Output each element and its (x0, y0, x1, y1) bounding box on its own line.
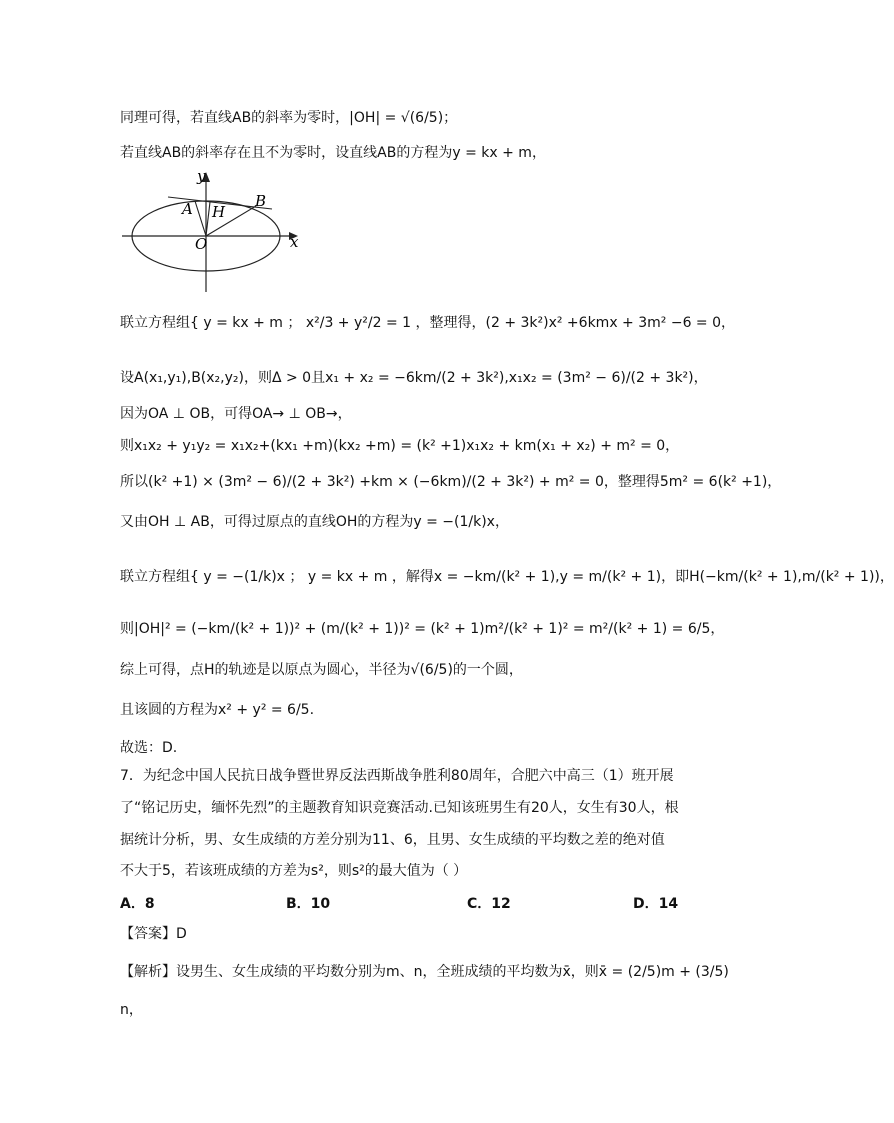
option-c: C．12 (467, 896, 511, 912)
option-b: B．10 (286, 896, 331, 912)
answer-line: 【答案】D (120, 926, 187, 942)
label-b: B (255, 192, 267, 210)
question-line-2: 了“铭记历史，缅怀先烈”的主题教育知识竞赛活动.已知该班男生有20人，女生有30人，根 (120, 800, 679, 816)
text-line-8: 又由OH ⊥ AB，可得过原点的直线OH的方程为y = −(1/k)x， (120, 514, 509, 530)
option-d: D．14 (633, 896, 679, 912)
text-line-6: 则x₁x₂ + y₁y₂ = x₁x₂+(kx₁ +m)(kx₂ +m) = (k² +1)x₁x₂ + km(x₁ + x₂) + m² = 0， (120, 438, 680, 454)
question-line-1: 7．为纪念中国人民抗日战争暨世界反法西斯战争胜利80周年，合肥六中高三（1）班开展 (120, 768, 674, 784)
text-line-1: 同理可得，若直线AB的斜率为零时，|OH| = √(6/5)； (120, 110, 458, 126)
text-line-11: 综上可得，点H的轨迹是以原点为圆心，半径为√(6/5)的一个圆， (120, 662, 523, 678)
question-line-3: 据统计分析，男、女生成绩的方差分别为11、6，且男、女生成绩的平均数之差的绝对值 (120, 832, 665, 848)
label-x: x (290, 233, 299, 251)
text-line-3: 联立方程组{ y = kx + m ； x²/3 + y²/2 = 1 ，整理得，(2 + 3k²)x² +6kmx + 3m² −6 = 0， (120, 315, 736, 331)
text-line-7: 所以(k² +1) × (3m² − 6)/(2 + 3k²) +km × (−6km)/(2 + 3k²) + m² = 0，整理得5m² = 6(k² +1)， (120, 474, 782, 490)
analysis-line-1: 【解析】设男生、女生成绩的平均数分别为m、n，全班成绩的平均数为x̄，则x̄ = (2/5)m + (3/5) (120, 964, 729, 980)
segment-oh (206, 202, 210, 236)
label-y: y (197, 167, 206, 185)
question-line-4: 不大于5，若该班成绩的方差为s²，则s²的最大值为（ ） (120, 863, 468, 879)
text-line-5: 因为OA ⊥ OB，可得OA→ ⊥ OB→， (120, 406, 352, 422)
text-line-2: 若直线AB的斜率存在且不为零时，设直线AB的方程为y = kx + m， (120, 145, 546, 161)
text-line-13: 故选：D. (120, 740, 178, 756)
text-line-4: 设A(x₁,y₁),B(x₂,y₂)，则Δ > 0且x₁ + x₂ = −6km/(2 + 3k²),x₁x₂ = (3m² − 6)/(2 + 3k²)， (120, 370, 708, 386)
label-h: H (212, 203, 226, 221)
label-o: O (195, 235, 208, 253)
analysis-line-2: n， (120, 1002, 143, 1018)
segment-oa (195, 201, 206, 236)
answer-options (120, 893, 680, 913)
option-a: A．8 (120, 896, 155, 912)
text-line-9: 联立方程组{ y = −(1/k)x ； y = kx + m ，解得x = −km/(k² + 1),y = m/(k² + 1)，即H(−km/(k² + 1),m/(k² + 1))， (120, 569, 894, 585)
text-line-12: 且该圆的方程为x² + y² = 6/5. (120, 702, 315, 718)
text-line-10: 则|OH|² = (−km/(k² + 1))² + (m/(k² + 1))² = (k² + 1)m²/(k² + 1)² = m²/(k² + 1) = 6/5， (120, 621, 725, 637)
label-a: A (182, 200, 193, 218)
